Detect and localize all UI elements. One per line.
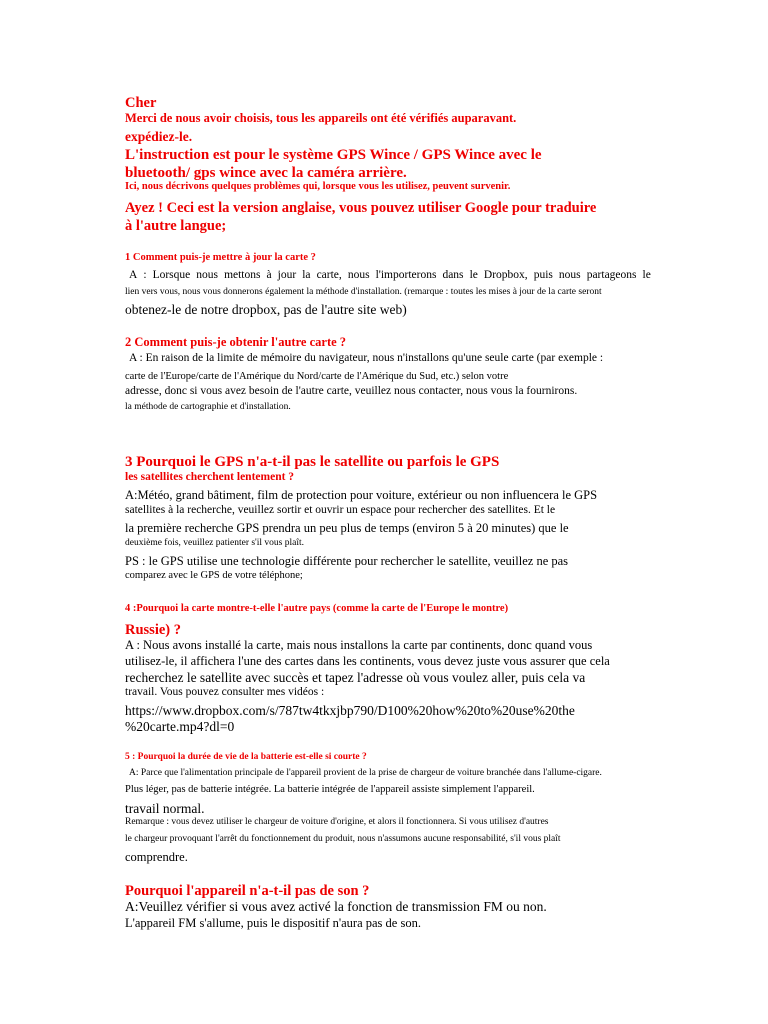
problems-line: Ici, nous décrivons quelques problèmes qui, lorsque vous les utilisez, peuvent survenir. [125,181,511,192]
q1-answer-word: nous [347,269,370,281]
q1-answer-word: puis [533,269,553,281]
q1-answer-word: carte, [316,269,342,281]
q6-question: Pourquoi l'appareil n'a-t-il pas de son ? [125,883,370,899]
instruction-line-2: bluetooth/ gps wince avec la caméra arrière. [125,165,407,181]
q3-ps-line-1: PS : le GPS utilise une technologie différente pour rechercher le satellite, veuillez ne pas [125,554,569,568]
q1-answer-word: A [129,269,138,281]
q3-ps-line-2: comparez avec le GPS de votre téléphone; [125,570,303,581]
q1-question: 1 Comment puis-je mettre à jour la carte ? [125,252,316,263]
ship-line: expédiez-le. [125,129,193,144]
q1-answer-word: nous [558,269,581,281]
q6-answer-line-2: L'appareil FM s'allume, puis le dispositif n'aura pas de son. [125,916,421,930]
q2-answer-line-4: la méthode de cartographie et d'installation. [125,402,291,412]
instruction-line-1: L'instruction est pour le système GPS Wince / GPS Wince avec le [125,147,542,163]
q1-answer-word: l'importerons [375,269,437,281]
q1-answer-word: dans [442,269,464,281]
q3-question-line-2: les satellites cherchent lentement ? [125,471,295,483]
q6-answer-line-1: A:Veuillez vérifier si vous avez activé la fonction de transmission FM ou non. [125,899,547,914]
greeting: Cher [125,95,157,111]
q4-question-line-2: Russie) ? [125,622,181,638]
q4-answer-line-3: recherchez le satellite avec succès et tapez l'adresse où vous voulez aller, puis cela va [125,670,586,685]
q1-answer-word: partageons [586,269,637,281]
q1-answer-word: Lorsque [152,269,191,281]
english-line-1: Ayez ! Ceci est la version anglaise, vous pouvez utiliser Google pour traduire [125,200,597,216]
q2-answer-line-3: adresse, donc si vous avez besoin de l'autre carte, veuillez nous contacter, nous vous la fournirons. [125,385,578,397]
q2-answer-line-1: A : En raison de la limite de mémoire du navigateur, nous n'installons qu'une seule carte (par exemple : [129,352,604,364]
q5-question: 5 : Pourquoi la durée de vie de la batterie est-elle si courte ? [125,752,367,762]
q1-answer-word: le [469,269,478,281]
q4-answer-line-1: A : Nous avons installé la carte, mais nous installons la carte par continents, donc quand vous [125,638,593,652]
q4-answer-line-2: utilisez-le, il affichera l'une des cartes dans les continents, vous devez juste vous assurer que cela [125,654,610,668]
q3-answer-line-4: deuxième fois, veuillez patienter s'il vous plaît. [125,538,304,548]
q1-answer-line-3: obtenez-le de notre dropbox, pas de l'autre site web) [125,302,407,317]
q1-answer-line-1 [125,270,651,282]
q3-question-line-1: 3 Pourquoi le GPS n'a-t-il pas le satellite ou parfois le GPS [125,454,500,470]
q5-remark-line-2: le chargeur provoquant l'arrêt du fonctionnement du produit, nous n'assumons aucune responsabilité, s'il vous plaît [125,834,561,844]
q1-answer-word: à [266,269,272,281]
q1-answer-word: : [143,269,147,281]
q1-answer-word: le [642,269,651,281]
q2-question: 2 Comment puis-je obtenir l'autre carte ? [125,335,347,349]
q4-answer-line-4: travail. Vous pouvez consulter mes vidéos : [125,686,325,698]
video-url-line-1[interactable]: https://www.dropbox.com/s/787tw4tkxjbp790/D100%20how%20to%20use%20the [125,703,575,718]
q2-answer-line-2: carte de l'Europe/carte de l'Amérique du Nord/carte de l'Amérique du Sud, etc.) selon votre [125,371,509,382]
q1-answer-word: Dropbox, [483,269,528,281]
thanks-line: Merci de nous avoir choisis, tous les appareils ont été vérifiés auparavant. [125,111,517,125]
q3-answer-line-1: A:Météo, grand bâtiment, film de protection pour voiture, extérieur ou non influencera le GPS [125,488,598,502]
q5-remark-line-1: Remarque : vous devez utiliser le chargeur de voiture d'origine, et alors il fonctionnera. Si vous utilisez d'autres [125,817,549,827]
q5-answer-line-3: travail normal. [125,801,205,816]
q5-answer-line-1: A: Parce que l'alimentation principale de l'appareil provient de la prise de chargeur de voiture branchée dans l'allume-cigare. [129,768,602,778]
q5-answer-line-2: Plus léger, pas de batterie intégrée. La batterie intégrée de l'appareil assiste simplement l'appareil. [125,784,535,795]
q3-answer-line-2: satellites à la recherche, veuillez sortir et ouvrir un espace pour rechercher des satellites. Et le [125,504,556,516]
q4-question-line-1: 4 :Pourquoi la carte montre-t-elle l'autre pays (comme la carte de l'Europe le montre) [125,603,509,614]
q5-remark-line-3: comprendre. [125,850,188,864]
q1-answer-word: nous [196,269,219,281]
q1-answer-word: jour [277,269,297,281]
q1-answer-word: la [302,269,311,281]
q1-answer-line-2: lien vers vous, nous vous donnerons également la méthode d'installation. (remarque : toutes les mises à jour de la carte seront [125,287,602,297]
q3-answer-line-3: la première recherche GPS prendra un peu plus de temps (environ 5 à 20 minutes) que le [125,521,569,535]
english-line-2: à l'autre langue; [125,218,227,234]
q1-answer-word: mettons [224,269,261,281]
video-url-line-2[interactable]: %20carte.mp4?dl=0 [125,719,235,734]
